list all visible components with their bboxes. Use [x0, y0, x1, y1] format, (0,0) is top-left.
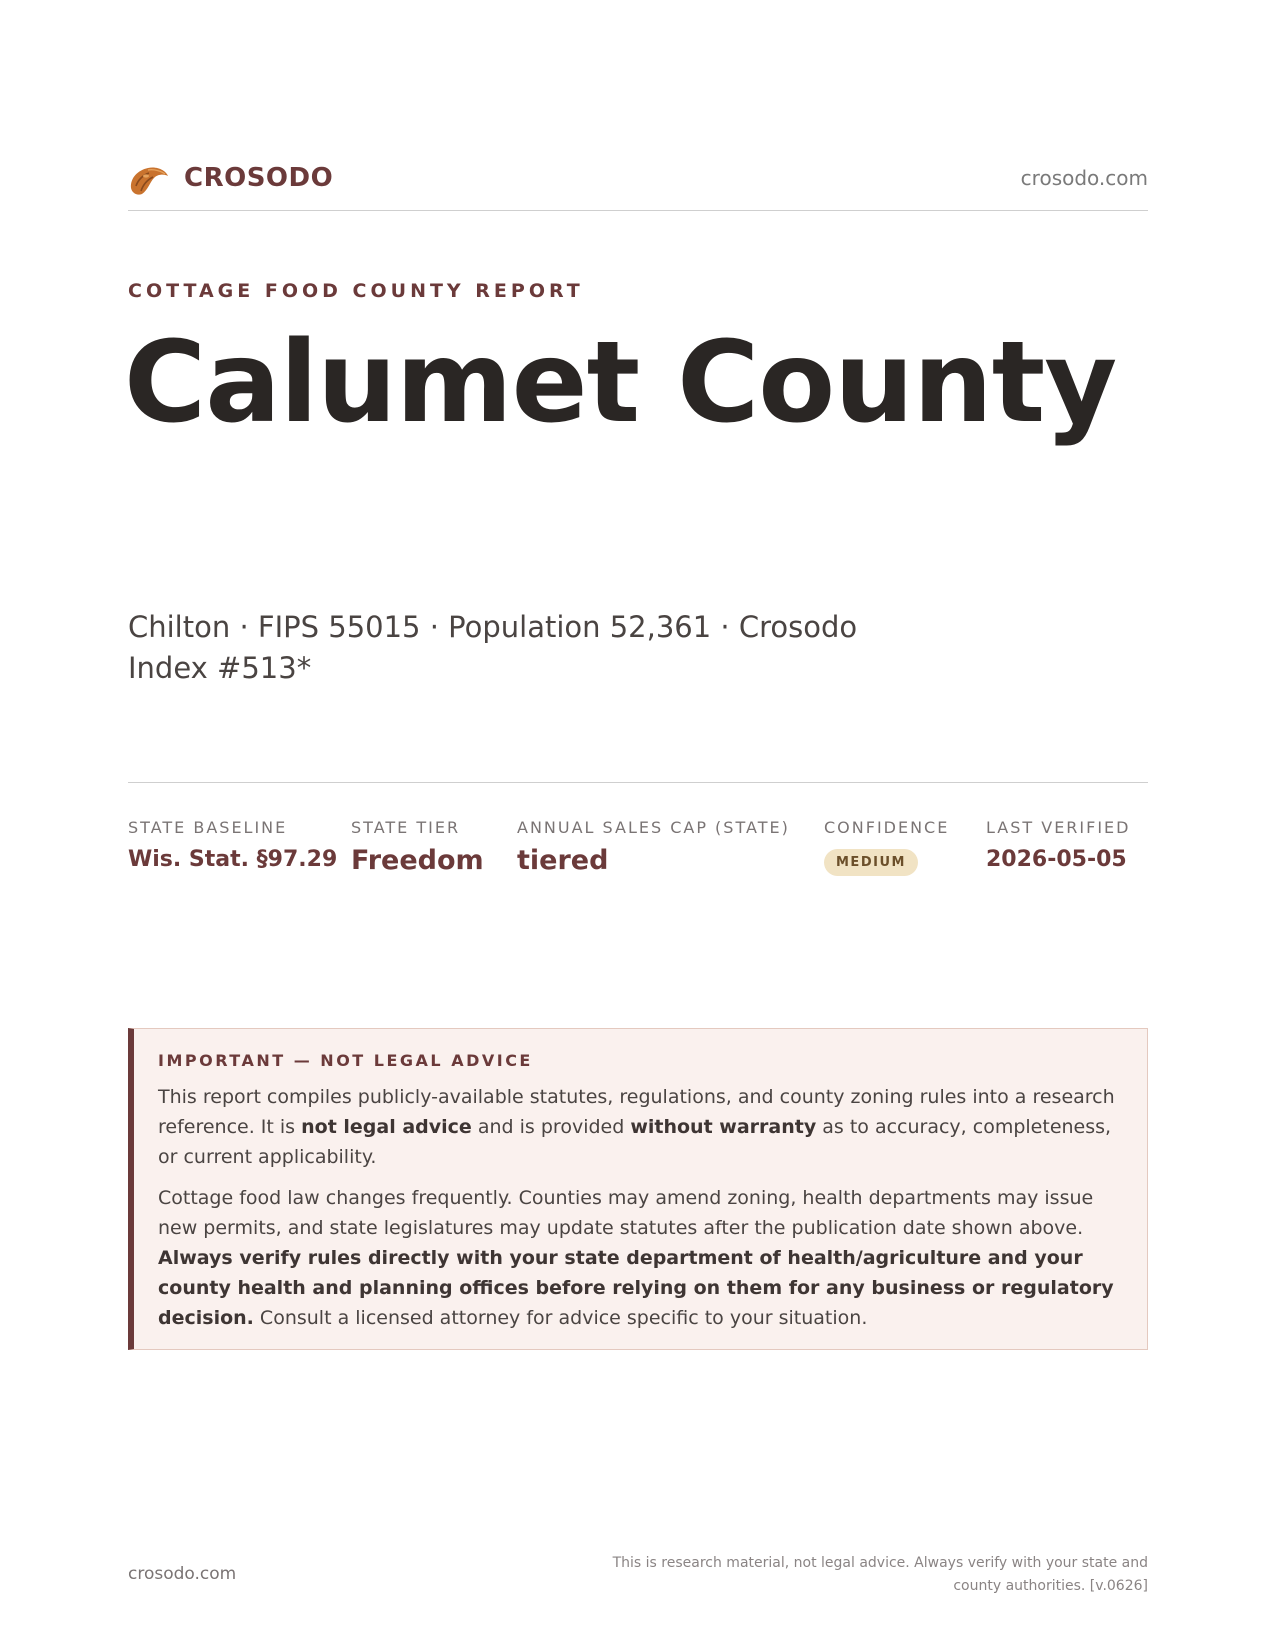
stat-value: 2026-05-05 — [986, 847, 1127, 872]
stat-confidence — [824, 818, 949, 876]
notice-text: Consult a licensed attorney for advice specific to your situation. — [253, 1307, 868, 1329]
notice-paragraph — [158, 1082, 1121, 1172]
stat-label: CONFIDENCE — [824, 818, 950, 837]
notice-text: and is provided — [471, 1116, 631, 1138]
report-subtitle: Chilton · FIPS 55015 · Population 52,361 · Crosodo Index #513* — [128, 610, 858, 685]
notice-text: Cottage food law changes frequently. Counties may amend zoning, health departments may issue new permits, and state legislatures may update statutes after the publication date shown above. — [158, 1187, 1094, 1239]
page-title: Calumet County — [124, 318, 1117, 448]
footer-site-url[interactable]: crosodo.com — [128, 1564, 237, 1584]
stat-state-baseline — [128, 818, 337, 872]
notice-emphasis: Always verify rules directly with your state department of health/agriculture and your county health and planning offices before relying on them for any business or regulatory decision. — [158, 1247, 1114, 1329]
site-url[interactable]: crosodo.com — [1020, 166, 1148, 190]
notice-text: This report compiles publicly-available statutes, regulations, and county zoning rules into a research reference. It is — [158, 1086, 1115, 1138]
stat-state-tier — [351, 818, 484, 876]
notice-paragraph — [158, 1183, 1121, 1333]
croissant-icon — [128, 162, 170, 198]
section-divider — [128, 782, 1148, 783]
stat-sales-cap — [517, 818, 790, 876]
report-eyebrow: COTTAGE FOOD COUNTY REPORT — [128, 280, 584, 302]
stat-label: ANNUAL SALES CAP (STATE) — [517, 818, 790, 837]
notice-text: as to accuracy, completeness, or current applicability. — [158, 1116, 1112, 1168]
page-header — [128, 156, 1148, 206]
notice-emphasis: not legal advice — [301, 1116, 472, 1138]
stat-label: STATE TIER — [351, 818, 461, 837]
stat-label: LAST VERIFIED — [986, 818, 1131, 837]
notice-title: IMPORTANT — NOT LEGAL ADVICE — [158, 1051, 533, 1070]
report-page — [124, 0, 1148, 1650]
header-divider — [128, 210, 1148, 211]
confidence-badge: MEDIUM — [824, 849, 918, 876]
brand-name: CROSODO — [184, 163, 334, 193]
stat-value: Freedom — [351, 845, 484, 876]
notice-emphasis: without warranty — [630, 1116, 817, 1138]
stat-value: Wis. Stat. §97.29 — [128, 847, 338, 872]
footer-disclaimer: This is research material, not legal advice. Always verify with your state and county authorities. [v.0626] — [612, 1555, 1148, 1594]
stat-label: STATE BASELINE — [128, 818, 288, 837]
stat-last-verified — [986, 818, 1130, 872]
stat-value: tiered — [517, 845, 609, 876]
legal-notice — [128, 1028, 1148, 1350]
